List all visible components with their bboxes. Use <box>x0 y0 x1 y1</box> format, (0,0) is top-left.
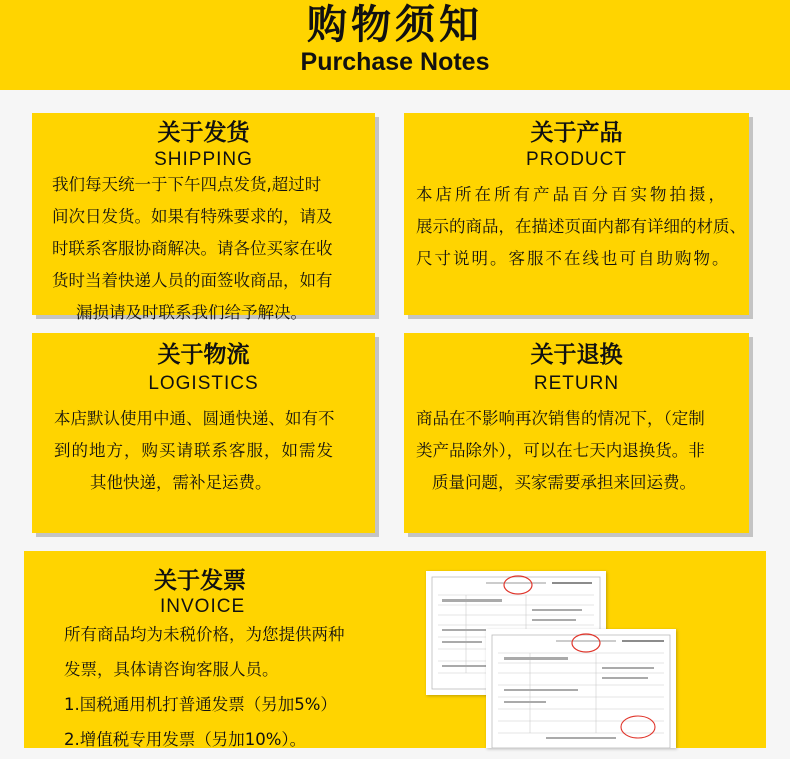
return-line: 商品在不影响再次销售的情况下，（定制 <box>416 409 705 428</box>
shipping-subtitle: SHIPPING <box>154 149 253 170</box>
product-line: 尺寸说明。客服不在线也可自助购物。 <box>416 249 731 268</box>
shipping-line: 间次日发货。如果有特殊要求的，请及 <box>52 207 333 226</box>
product-subtitle: PRODUCT <box>526 149 627 170</box>
return-card <box>404 333 749 533</box>
shipping-line: 漏损请及时联系我们给予解决。 <box>76 303 307 322</box>
logistics-text <box>54 403 335 499</box>
return-title: 关于退换 <box>530 342 623 368</box>
product-line: 展示的商品，在描述页面内都有详细的材质、 <box>416 217 746 236</box>
page-subtitle: Purchase Notes <box>300 48 490 76</box>
invoice-sample-image <box>486 629 676 748</box>
logistics-line: 到的地方，购买请联系客服，如需发 <box>54 441 334 460</box>
invoice-subtitle: INVOICE <box>160 596 246 617</box>
return-line: 质量问题，买家需要承担来回运费。 <box>432 473 696 492</box>
shipping-text <box>52 169 333 329</box>
product-title: 关于产品 <box>530 120 623 146</box>
shipping-card <box>32 113 375 322</box>
invoice-form-graphic <box>486 629 676 748</box>
shipping-title: 关于发货 <box>157 120 250 146</box>
page-title: 购物须知 <box>307 2 483 48</box>
invoice-text <box>64 619 345 759</box>
header-banner <box>0 0 790 90</box>
invoice-title: 关于发票 <box>154 568 246 594</box>
logistics-line: 其他快递，需补足运费。 <box>90 473 272 492</box>
return-subtitle: RETURN <box>533 373 620 394</box>
shipping-line: 时联系客服协商解决。请各位买家在收 <box>52 239 333 258</box>
product-line: 本店所在所有产品百分百实物拍摄， <box>416 185 728 204</box>
invoice-line: 1.国税通用机打普通发票（另加5%） <box>64 695 337 714</box>
shipping-line: 货时当着快递人员的面签收商品，如有 <box>52 271 333 290</box>
shipping-line: 我们每天统一于下午四点发货,超过时 <box>52 175 322 194</box>
invoice-line: 2.增值税专用发票（另加10%）。 <box>64 730 307 749</box>
invoice-line: 发票，具体请咨询客服人员。 <box>64 660 279 679</box>
logistics-title: 关于物流 <box>157 342 250 368</box>
invoice-card <box>24 551 766 748</box>
return-text <box>416 403 705 499</box>
logistics-line: 本店默认使用中通、圆通快递、如有不 <box>54 409 335 428</box>
product-card <box>404 113 749 315</box>
logistics-card <box>32 333 375 533</box>
return-line: 类产品除外），可以在七天内退换货。非 <box>416 441 705 460</box>
logistics-subtitle: LOGISTICS <box>148 373 259 394</box>
invoice-line: 所有商品均为未税价格，为您提供两种 <box>64 625 345 644</box>
product-text <box>416 179 746 275</box>
